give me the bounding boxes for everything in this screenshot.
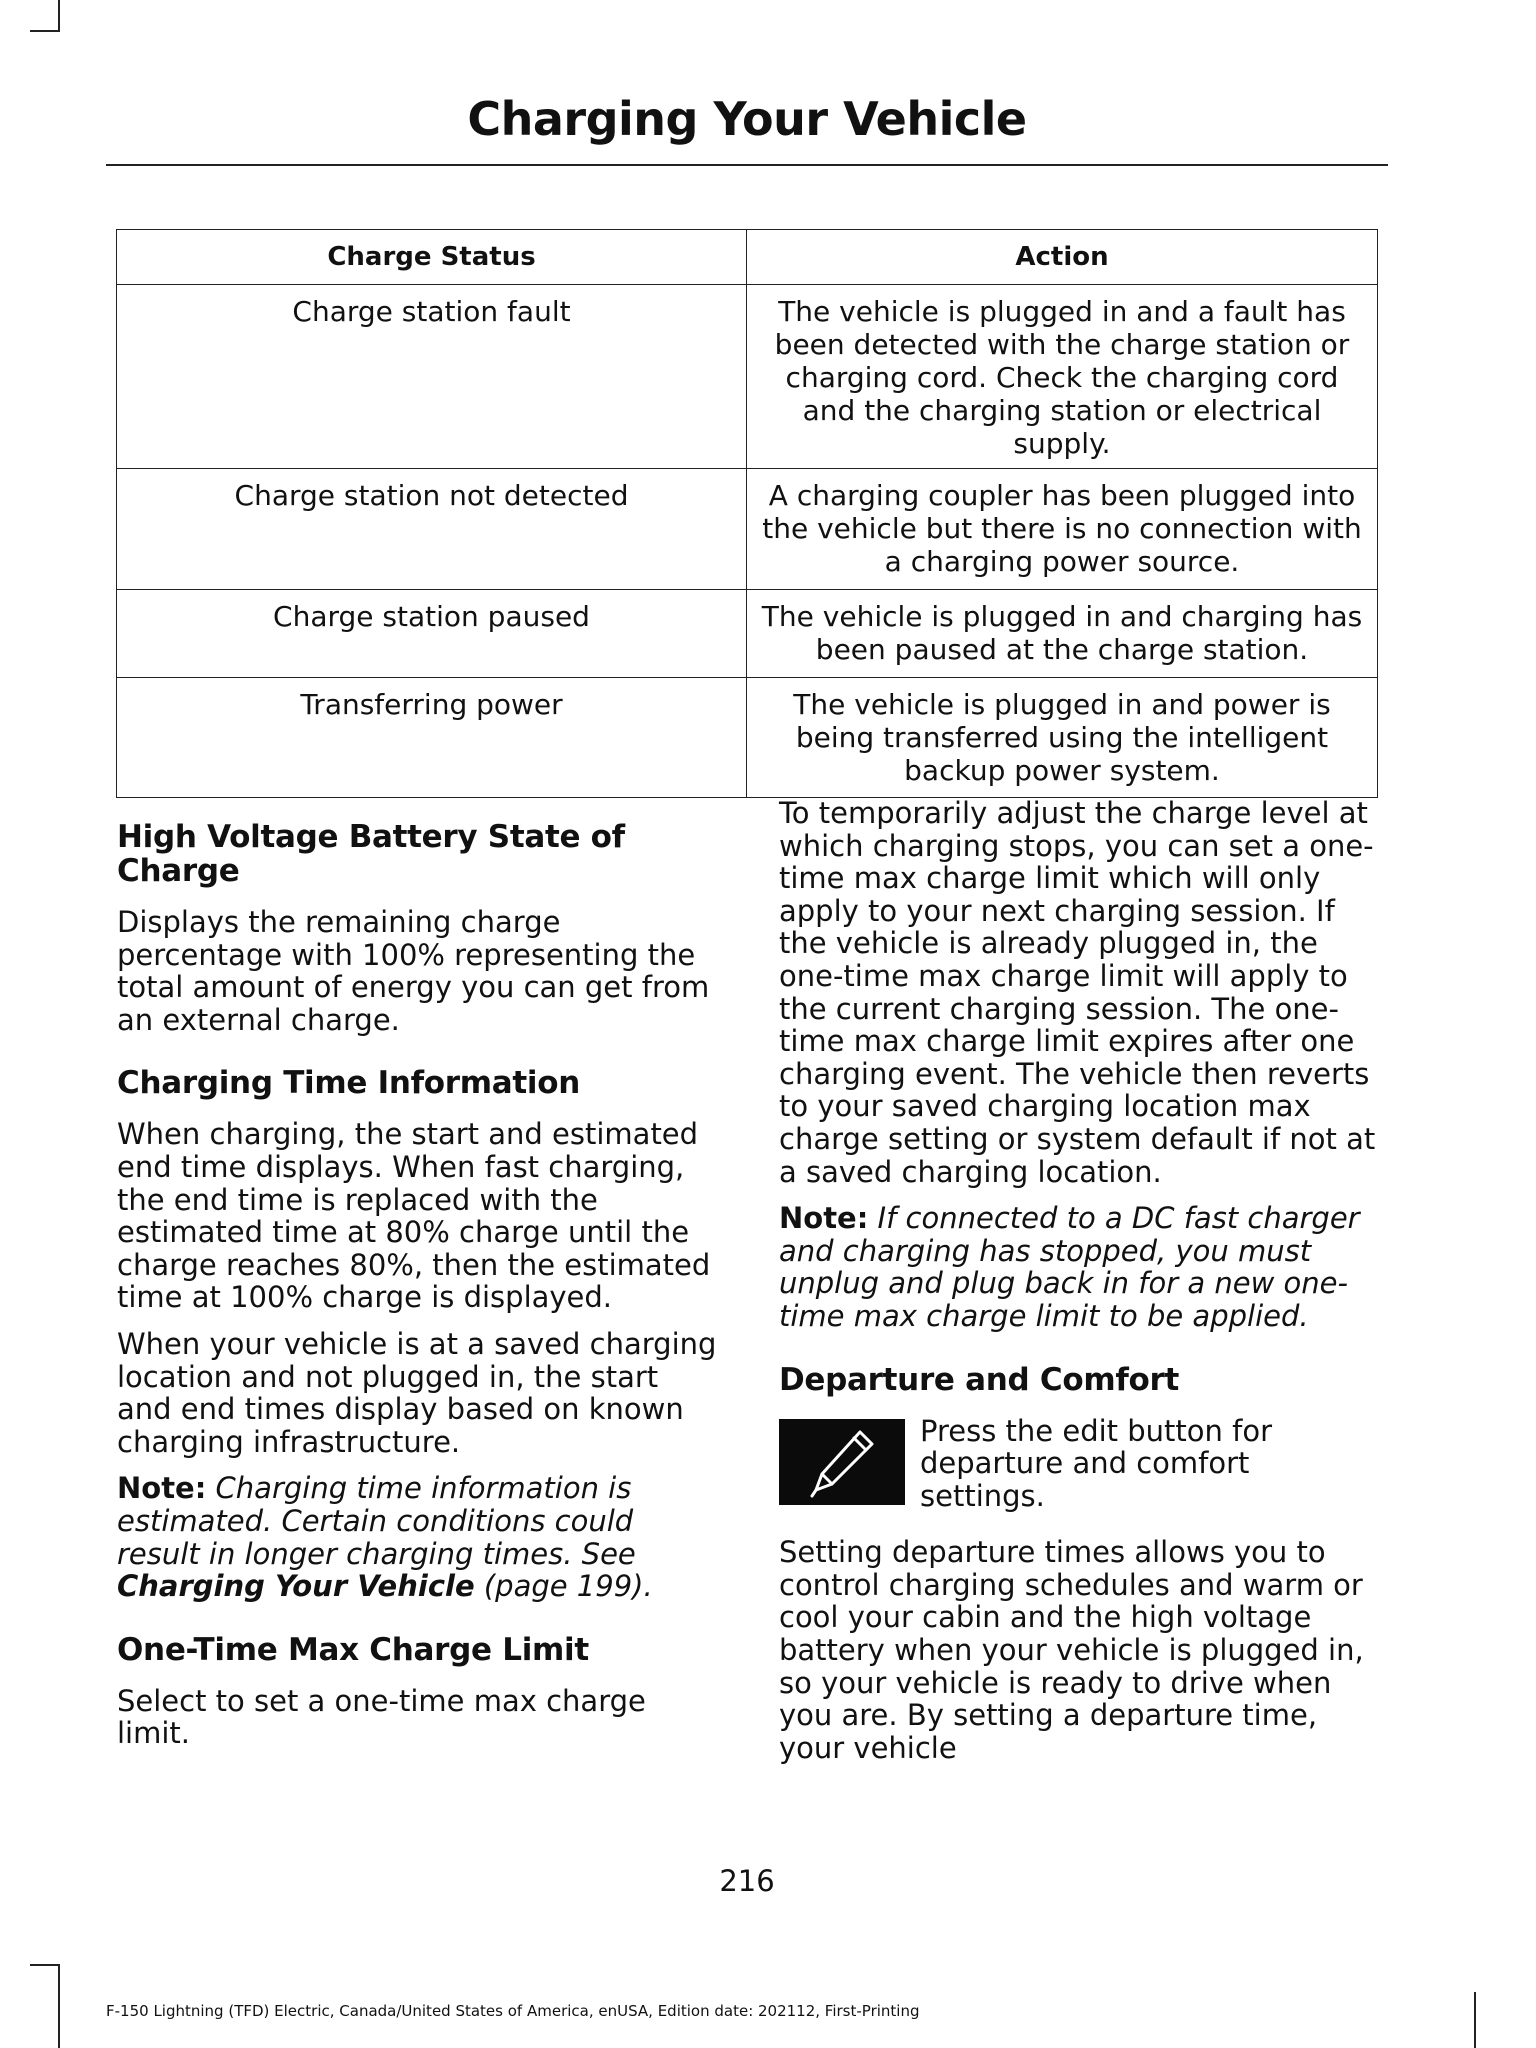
pencil-icon-graphic — [802, 1424, 882, 1500]
paragraph-temporary-adjust: To temporarily adjust the charge level at which charging stops, you can set a one-time max charge limit which will only apply to your next charging session. If the vehicle is already plugged in, the one-time max charge limit will apply to the current charging session. The one-time max charge limit expires after one charging event. The vehicle then reverts to your saved charging location max charge setting or system default if not at a saved charging location. — [779, 796, 1376, 1189]
table-row — [117, 678, 1378, 798]
page-title: Charging Your Vehicle — [467, 92, 1027, 146]
note-charging-time — [117, 1472, 717, 1602]
cell-action: The vehicle is plugged in and charging has been paused at the charge station. — [747, 590, 1378, 678]
crop-mark-top-left-h — [30, 30, 60, 32]
table-row — [117, 590, 1378, 678]
heading-charging-time: Charging Time Information — [117, 1065, 580, 1102]
edit-instruction-text: Press the edit button for departure and comfort settings. — [920, 1413, 1272, 1513]
heading-departure-comfort: Departure and Comfort — [779, 1361, 1180, 1398]
crop-mark-top-left-v — [58, 0, 60, 32]
cell-action: The vehicle is plugged in and power is being transferred using the intelligent backup power system. — [747, 678, 1378, 798]
note-dc-fast-charger — [779, 1202, 1379, 1332]
table-header-row — [117, 230, 1378, 285]
cell-status: Charge station not detected — [117, 469, 747, 590]
table-row — [117, 469, 1378, 590]
page-number: 216 — [719, 1864, 775, 1898]
footer-edition: F-150 Lightning (TFD) Electric, Canada/United States of America, enUSA, Edition date: 202112, First-Printing — [106, 2002, 920, 2020]
page-reference: (page 199). — [474, 1569, 653, 1604]
paragraph-charging-time-1: When charging, the start and estimated end time displays. When fast charging, the end time is replaced with the estimated time at 80% charge until the charge reaches 80%, then the estimated time at 100% charge is displayed. — [117, 1117, 711, 1315]
paragraph-charging-time-2: When your vehicle is at a saved charging location and not plugged in, the start and end times display based on known charging infrastructure. — [117, 1326, 717, 1459]
crop-mark-bottom-left-v — [58, 1964, 60, 2048]
note-text: Charging time information is estimated. Certain conditions could result in longer charging times. See — [117, 1471, 636, 1571]
title-rule — [106, 164, 1388, 166]
cell-action: A charging coupler has been plugged into the vehicle but there is no connection with a charging power source. — [747, 469, 1378, 590]
header-charge-status: Charge Status — [117, 230, 747, 285]
paragraph-departure-times: Setting departure times allows you to control charging schedules and warm or cool your cabin and the high voltage battery when your vehicle is plugged in, so your vehicle is ready to drive when you are. By setting a departure time, your vehicle — [779, 1535, 1364, 1765]
cross-reference-link[interactable]: Charging Your Vehicle — [117, 1569, 475, 1604]
edit-button-instruction — [779, 1415, 1379, 1513]
note-label: Note: — [117, 1471, 207, 1506]
cell-action: The vehicle is plugged in and a fault has been detected with the charge station or charging cord. Check the charging cord and the charging station or electrical supply. — [747, 285, 1378, 469]
note-label: Note: — [779, 1201, 869, 1236]
note-text: If connected to a DC fast charger and charging has stopped, you must unplug and plug back in for a new one-time max charge limit to be applied. — [779, 1201, 1360, 1333]
crop-mark-bottom-right-v — [1474, 1992, 1476, 2048]
cell-status: Charge station paused — [117, 590, 747, 678]
pencil-icon — [779, 1419, 905, 1505]
crop-mark-bottom-left-h — [30, 1964, 60, 1966]
heading-battery-state: High Voltage Battery State of Charge — [117, 819, 625, 889]
paragraph-battery-state: Displays the remaining charge percentage with 100% representing the total amount of energy you can get from an external charge. — [117, 905, 710, 1037]
cell-status: Transferring power — [117, 678, 747, 798]
charge-status-table — [116, 229, 1378, 798]
table-row — [117, 285, 1378, 469]
right-column — [779, 797, 1379, 1778]
heading-max-charge-limit: One-Time Max Charge Limit — [117, 1631, 589, 1668]
paragraph-max-charge-limit: Select to set a one-time max charge limit. — [117, 1683, 646, 1751]
header-action: Action — [747, 230, 1378, 285]
cell-status: Charge station fault — [117, 285, 747, 469]
left-column — [117, 820, 717, 1764]
